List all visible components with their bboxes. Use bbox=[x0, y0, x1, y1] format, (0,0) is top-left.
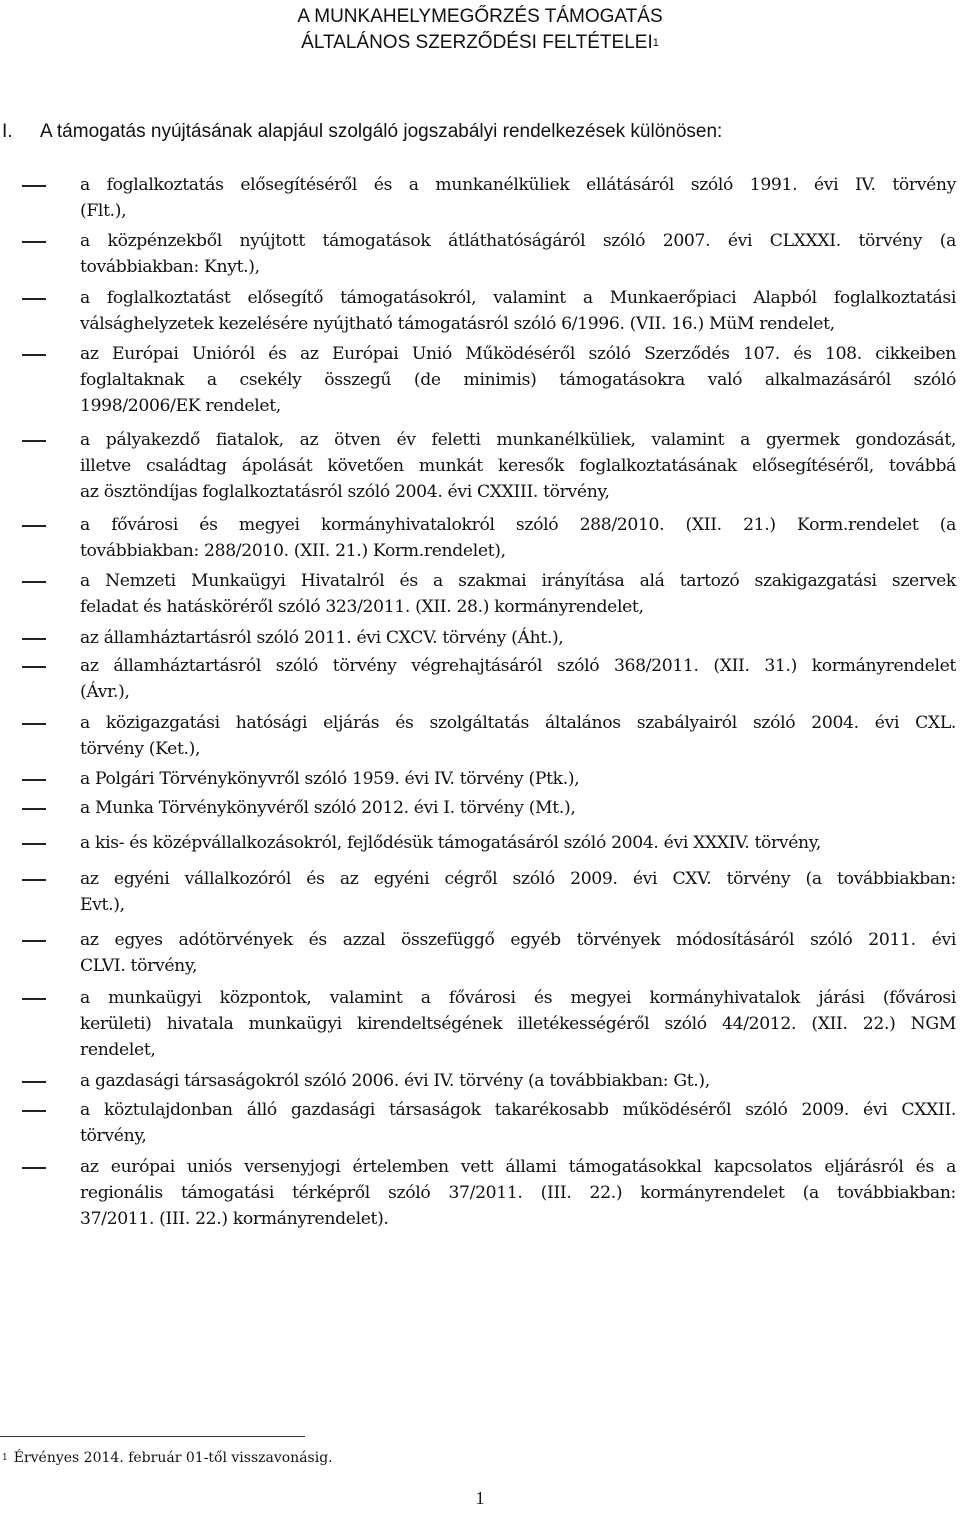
section-number: I. bbox=[2, 121, 13, 142]
list-item-line: a kis- és középvállalkozásokról, fejlődésük támogatásáról szóló 2004. évi XXXIV. törvény, bbox=[80, 833, 821, 853]
dash-bullet-icon bbox=[22, 723, 46, 725]
footnote-ref: 1 bbox=[2, 1453, 8, 1463]
list-item-text bbox=[80, 866, 956, 918]
list-item-line: CLVI. törvény, bbox=[80, 956, 198, 976]
list-item-line: illetve családtag ápolását követően munkát keresők foglalkoztatásának elősegítéséről, továbbá bbox=[80, 456, 956, 476]
list-item-line: a foglalkoztatás elősegítéséről és a munkanélküliek ellátásáról szóló 1991. évi IV. törvény bbox=[80, 175, 956, 195]
dash-bullet-icon bbox=[22, 185, 46, 187]
dash-bullet-icon bbox=[22, 525, 46, 527]
list-item-line: az egyéni vállalkozóról és az egyéni cégről szóló 2009. évi CXV. törvény (a továbbiakban: bbox=[80, 869, 956, 889]
list-item-text bbox=[80, 795, 956, 821]
list-item-text bbox=[80, 830, 956, 856]
list-item-line: a közpénzekből nyújtott támogatások átláthatóságáról szóló 2007. évi CLXXXI. törvény (a bbox=[80, 231, 956, 251]
dash-bullet-icon bbox=[22, 1110, 46, 1112]
list-item-line: a munkaügyi központok, valamint a fővárosi és megyei kormányhivatalok járási (fővárosi bbox=[80, 988, 956, 1008]
list-item-line: a foglalkoztatást elősegítő támogatásokról, valamint a Munkaerőpiaci Alapból foglalkoztatási bbox=[80, 288, 956, 308]
list-item-line: az államháztartásról szóló 2011. évi CXCV. törvény (Áht.), bbox=[80, 628, 564, 648]
list-item-line: az Európai Unióról és az Európai Unió Működéséről szóló Szerződés 107. és 108. cikkeiben bbox=[80, 344, 956, 364]
dash-bullet-icon bbox=[22, 440, 46, 442]
list-item-text bbox=[80, 568, 956, 620]
title-footnote-ref: 1 bbox=[652, 37, 659, 49]
list-item-text bbox=[80, 172, 956, 224]
dash-bullet-icon bbox=[22, 666, 46, 668]
section-heading-text: A támogatás nyújtásának alapjául szolgáló jogszabályi rendelkezések különösen: bbox=[40, 121, 723, 142]
document-title-line1: A MUNKAHELYMEGŐRZÉS TÁMOGATÁS bbox=[297, 6, 663, 27]
dash-bullet-icon bbox=[22, 998, 46, 1000]
list-item-text bbox=[80, 710, 956, 762]
dash-bullet-icon bbox=[22, 354, 46, 356]
list-item-text bbox=[80, 653, 956, 705]
list-item-line: foglaltaknak a csekély összegű (de minimis) támogatásokra való alkalmazásáról szóló bbox=[80, 370, 956, 390]
footnote-text: Érvényes 2014. február 01-től visszavonásig. bbox=[13, 1450, 333, 1466]
list-item-line: a köztulajdonban álló gazdasági társaságok takarékosabb működéséről szóló 2009. évi CXXII. bbox=[80, 1100, 956, 1120]
list-item-line: (Ávr.), bbox=[80, 682, 130, 702]
list-item-text bbox=[80, 285, 956, 337]
list-item-line: feladat és hatásköréről szóló 323/2011. (XII. 28.) kormányrendelet, bbox=[80, 597, 644, 617]
document-title-line2 bbox=[0, 30, 960, 58]
list-item-text bbox=[80, 228, 956, 280]
list-item-text bbox=[80, 927, 956, 979]
dash-bullet-icon bbox=[22, 638, 46, 640]
dash-bullet-icon bbox=[22, 940, 46, 942]
list-item-line: a gazdasági társaságokról szóló 2006. évi IV. törvény (a továbbiakban: Gt.), bbox=[80, 1071, 710, 1091]
list-item-line: az egyes adótörvények és azzal összefüggő egyéb törvények módosításáról szóló 2011. évi bbox=[80, 930, 956, 950]
list-item-line: az európai uniós versenyjogi értelemben vett állami támogatásokkal kapcsolatos eljárásról és a bbox=[80, 1157, 956, 1177]
dash-bullet-icon bbox=[22, 298, 46, 300]
page-number: 1 bbox=[475, 1488, 485, 1508]
list-item-text bbox=[80, 427, 956, 505]
list-item-line: 37/2011. (III. 22.) kormányrendelet). bbox=[80, 1209, 389, 1229]
section-heading bbox=[2, 119, 952, 145]
dash-bullet-icon bbox=[22, 879, 46, 881]
list-item-text bbox=[80, 341, 956, 419]
dash-bullet-icon bbox=[22, 1167, 46, 1169]
list-item-text bbox=[80, 512, 956, 564]
list-item-line: regionális támogatási térképről szóló 37/2011. (III. 22.) kormányrendelet (a továbbiakban: bbox=[80, 1183, 956, 1203]
list-item-line: rendelet, bbox=[80, 1040, 156, 1060]
list-item-line: 1998/2006/EK rendelet, bbox=[80, 396, 281, 416]
footnote bbox=[2, 1448, 333, 1468]
dash-bullet-icon bbox=[22, 581, 46, 583]
dash-bullet-icon bbox=[22, 1081, 46, 1083]
title-text: ÁLTALÁNOS SZERZŐDÉSI FELTÉTELEI bbox=[301, 32, 653, 53]
list-item-line: (Flt.), bbox=[80, 201, 127, 221]
list-item-text bbox=[80, 1097, 956, 1149]
list-item-line: a Nemzeti Munkaügyi Hivatalról és a szakmai irányítása alá tartozó szakigazgatási szervek bbox=[80, 571, 956, 591]
dash-bullet-icon bbox=[22, 808, 46, 810]
list-item-line: törvény, bbox=[80, 1126, 147, 1146]
list-item-line: a fővárosi és megyei kormányhivatalokról szóló 288/2010. (XII. 21.) Korm.rendelet (a bbox=[80, 515, 956, 535]
list-item-line: válsághelyzetek kezelésére nyújtható támogatásról szóló 6/1996. (VII. 16.) MüM rendelet, bbox=[80, 314, 835, 334]
list-item-line: kerületi) hivatala munkaügyi kirendeltségének illetékességéről szóló 44/2012. (XII. 22.) NGM bbox=[80, 1014, 956, 1034]
list-item-line: továbbiakban: 288/2010. (XII. 21.) Korm.rendelet), bbox=[80, 541, 506, 561]
list-item-text bbox=[80, 985, 956, 1063]
list-item-line: az államháztartásról szóló törvény végrehajtásáról szóló 368/2011. (XII. 31.) kormányrendelet bbox=[80, 656, 956, 676]
dash-bullet-icon bbox=[22, 843, 46, 845]
list-item-line: a közigazgatási hatósági eljárás és szolgáltatás általános szabályairól szóló 2004. évi CXL. bbox=[80, 713, 956, 733]
dash-bullet-icon bbox=[22, 779, 46, 781]
list-item-line: Evt.), bbox=[80, 895, 125, 915]
list-item-line: továbbiakban: Knyt.), bbox=[80, 257, 260, 277]
list-item-line: a pályakezdő fiatalok, az ötven év feletti munkanélküliek, valamint a gyermek gondozását, bbox=[80, 430, 956, 450]
list-item-text bbox=[80, 1068, 956, 1094]
list-item-line: az ösztöndíjas foglalkoztatásról szóló 2004. évi CXXIII. törvény, bbox=[80, 482, 610, 502]
list-item-text bbox=[80, 625, 956, 651]
dash-bullet-icon bbox=[22, 241, 46, 243]
list-item-line: törvény (Ket.), bbox=[80, 739, 201, 759]
list-item-line: a Polgári Törvénykönyvről szóló 1959. évi IV. törvény (Ptk.), bbox=[80, 769, 580, 789]
footnote-separator bbox=[0, 1436, 305, 1437]
list-item-text bbox=[80, 766, 956, 792]
list-item-text bbox=[80, 1154, 956, 1232]
list-item-line: a Munka Törvénykönyvéről szóló 2012. évi I. törvény (Mt.), bbox=[80, 798, 576, 818]
